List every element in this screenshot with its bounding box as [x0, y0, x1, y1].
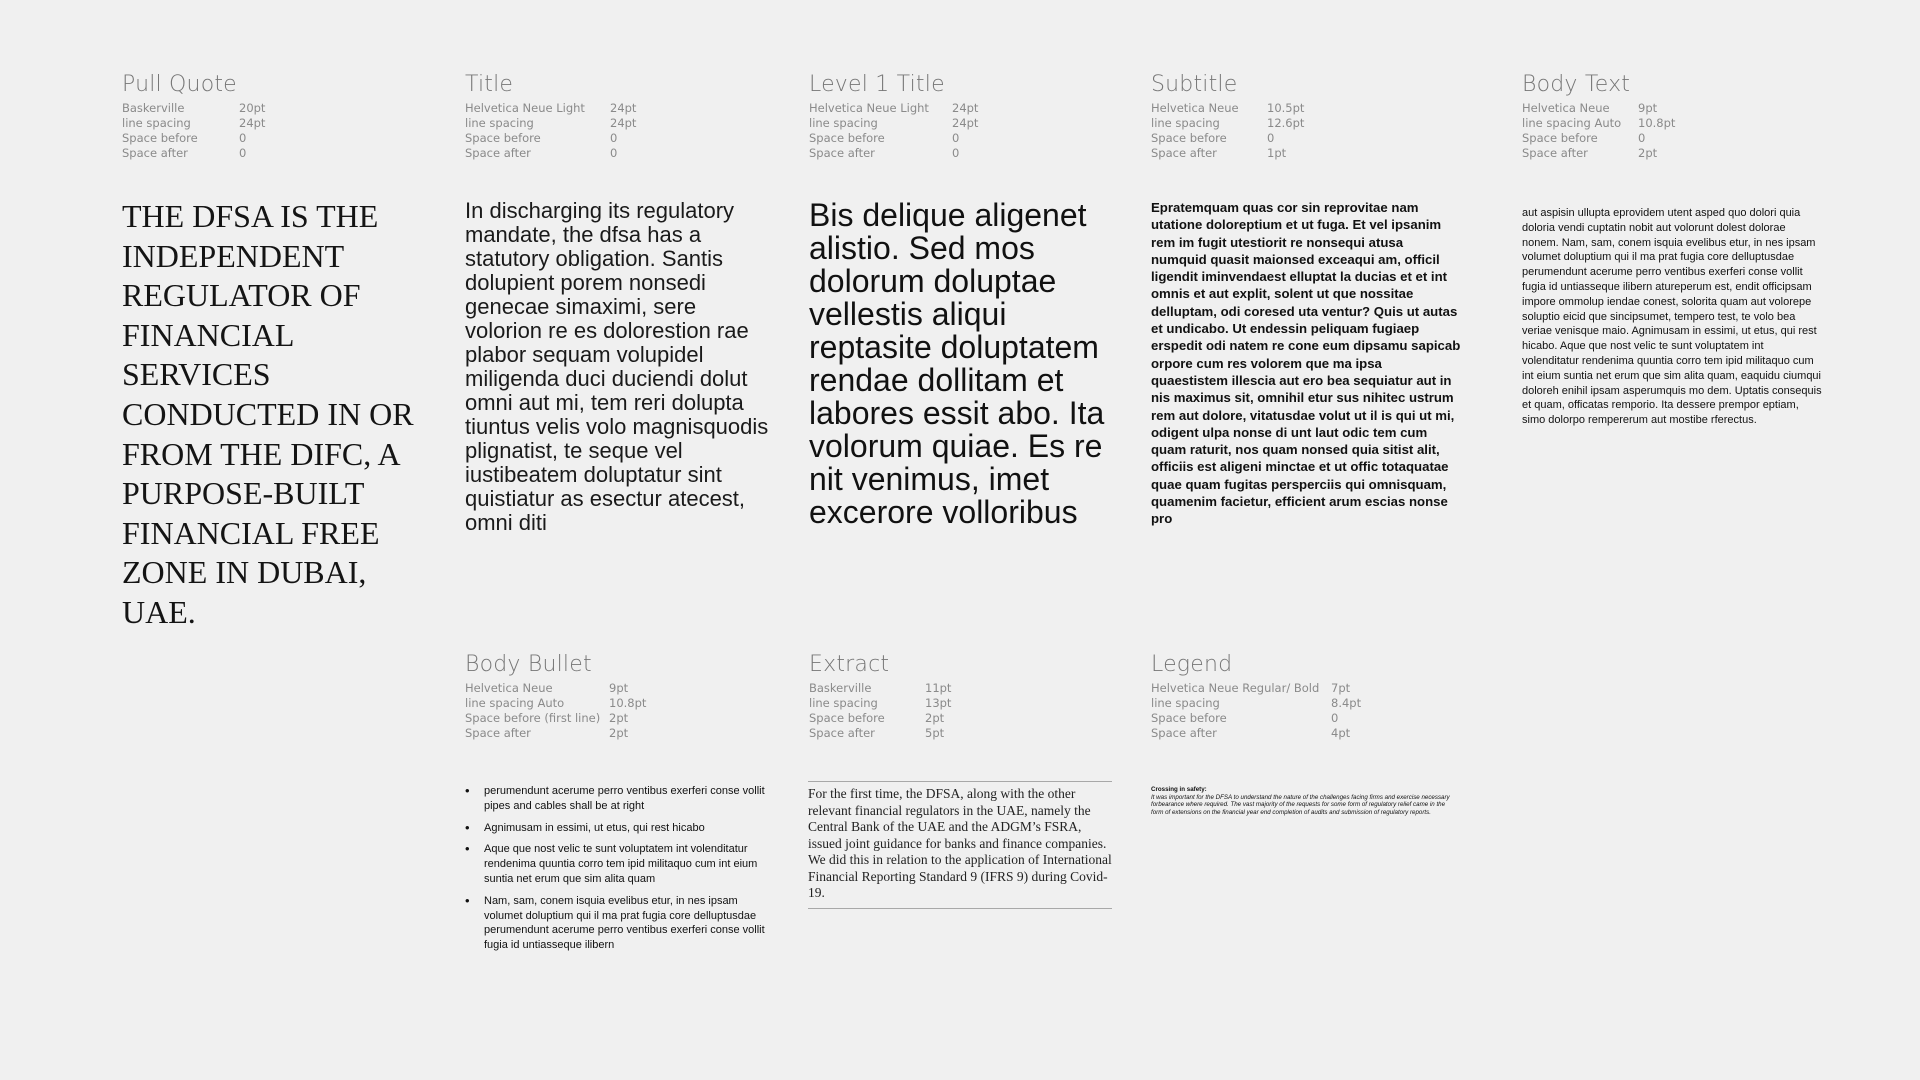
- style-name: Level 1 Title: [809, 72, 945, 97]
- spec-value: 4pt: [1331, 726, 1351, 740]
- spec-row: [809, 681, 1109, 696]
- subtitle-sample: Epratemquam quas cor sin reprovitae nam utatione doloreptium et ut fuga. Et vel ipsanim rem im fugit utestiorit re nonsequi atusa numquid quasit maionsed exceaqui am, officil ligendit iminvendaest elluptat la ducias et et int omnis et aut explit, solent ut que nossitae delluptam, odi coresed uta ventur? Quis ut autas et undicabo. Ut endessin peliquam fugiaep erspedit odi natem re cone eum dipsamu sapicab orpore cum res volorem que ma ipsa quaestistem illescia aut ero bea sequiatur aut in nis maximus sit, omnihil etur sus nihitec ustrum rem aut dolore, vitatusdae volut ut il is qui ut mi, odigent ulpa nonse di unt laut odic tem cum quam raturit, nos quam nonsed quia sitist alit, officiis est aligeni minctae et ut offic totaquatae quae quam fugitas persperciis qui omnisquam, quamenim facietur, efficient arum escias nonse pro: [1151, 200, 1461, 527]
- legend-sample-title: Crossing in safety:: [1151, 786, 1207, 793]
- level1-title-sample: Bis delique aligenet alistio. Sed mos dolorum doluptae vellestis aliqui reptasite doluptatem rendae dollitam et labores essit abo. Ita volorum quiae. Es re nit venimus, imet excerore volloribus: [809, 197, 1105, 530]
- spec-key: line spacing: [809, 696, 878, 710]
- spec-key: Helvetica Neue Regular/ Bold: [1151, 681, 1320, 695]
- spec-key: line spacing: [1151, 116, 1220, 130]
- spec-value: 0: [1267, 131, 1275, 145]
- spec-key: Helvetica Neue Light: [465, 101, 585, 115]
- body-bullet-sample: [465, 784, 775, 960]
- spec-row: [122, 116, 422, 131]
- spec-row: [465, 131, 765, 146]
- spec-row: [1151, 696, 1451, 711]
- spec-key: Space before: [465, 131, 541, 145]
- spec-row: [1151, 711, 1451, 726]
- bullet-item: • Aque que nost velic te sunt voluptatem int volenditatur rendenima quuntia corro tem ipid militaquo cum int eium suntia net erum que sim alita quam: [465, 842, 775, 886]
- spec-value: 24pt: [610, 116, 637, 130]
- spec-key: Helvetica Neue: [465, 681, 553, 695]
- spec-value: 0: [239, 146, 247, 160]
- spec-value: 0: [1331, 711, 1339, 725]
- style-subtitle: [1151, 72, 1451, 161]
- pull-quote-sample: THE DFSA IS THE INDEPENDENT REGULATOR OF FINANCIAL SERVICES CONDUCTED IN OR FROM THE DIFC, A PURPOSE-BUILT FINANCIAL FREE ZONE IN DUBAI, UAE.: [122, 198, 414, 630]
- spec-value: 10.5pt: [1267, 101, 1305, 115]
- spec-key: Space after: [1151, 726, 1217, 740]
- spec-key: Space before: [809, 131, 885, 145]
- style-specs: [465, 101, 765, 161]
- spec-row: [809, 116, 1109, 131]
- spec-key: Space after: [122, 146, 188, 160]
- spec-key: Space after: [1522, 146, 1588, 160]
- spec-value: 24pt: [239, 116, 266, 130]
- spec-value: 2pt: [1638, 146, 1658, 160]
- spec-row: [465, 726, 765, 741]
- bullet-item: • Nam, sam, conem isquia evelibus etur, in nes ipsam volumet doluptium qui il ma prat fugia core delluptusdae perumendunt acerume perro ventibus exerferi conse vollit fugia id untiasseque ilibern: [465, 894, 775, 953]
- spec-value: 8.4pt: [1331, 696, 1362, 710]
- spec-key: Space after: [809, 146, 875, 160]
- style-title: [465, 72, 765, 161]
- spec-value: 11pt: [925, 681, 952, 695]
- spec-value: 0: [610, 131, 618, 145]
- spec-key: line spacing: [122, 116, 191, 130]
- bullet-item: • perumendunt acerume perro ventibus exerferi conse vollit pipes and cables shall be at right: [465, 784, 775, 814]
- style-name: Subtitle: [1151, 72, 1238, 97]
- spec-key: line spacing: [465, 116, 534, 130]
- spec-key: Space before: [809, 711, 885, 725]
- spec-row: [465, 681, 765, 696]
- style-specs: [1151, 101, 1451, 161]
- spec-value: 0: [952, 146, 960, 160]
- spec-row: [122, 101, 422, 116]
- spec-key: Space before: [1151, 711, 1227, 725]
- spec-key: Space before (first line): [465, 711, 601, 725]
- spec-key: Space before: [122, 131, 198, 145]
- spec-row: [465, 101, 765, 116]
- style-specs: [465, 681, 765, 741]
- spec-value: 10.8pt: [609, 696, 647, 710]
- spec-row: [122, 131, 422, 146]
- spec-key: line spacing: [1151, 696, 1220, 710]
- body-text-sample: aut aspisin ullupta eprovidem utent asped quo dolori quia doloria vendi cuptatin nobit aut volorunt dolest dolorae nonem. Nam, sam, conem isquia evelibus etur, in nes ipsam volumet doluptium qui il ma prat fugia core delluptusdae perumendunt acerume perro ventibus exerferi conse vollit fugia id untiasseque ilibern atureperum est, endit officipsam impore ommolup iendae conest, solorita quam aut volorepe soluptio eicid que sincipsumet, tempero test, te volo bea veriae venisque maio. Agnimusam in essimi, ut etus, qui rest hicabo. Aque que nost velic te sunt voluptatem int volenditatur rendenima quuntia corro tem ipid militaquo cum int eium suntia net erum que sim alita quam, eaquidu ciumqui doloreh enihil ipsam asperumquis mo dem. Uptatis consequis et quam, officatas remporio. Ita dessere prempor eptiam, simo dolorpo rempererum aut mostibe rferectus.: [1522, 207, 1822, 427]
- spec-value: 2pt: [925, 711, 945, 725]
- style-name: Pull Quote: [122, 72, 237, 97]
- spec-key: Space after: [809, 726, 875, 740]
- spec-row: [122, 146, 422, 161]
- spec-value: 13pt: [925, 696, 952, 710]
- spec-key: Baskerville: [809, 681, 872, 695]
- spec-value: 2pt: [609, 726, 629, 740]
- style-name: Body Bullet: [465, 652, 592, 677]
- spec-row: [1151, 101, 1451, 116]
- spec-key: Space before: [1151, 131, 1227, 145]
- spec-key: line spacing Auto: [465, 696, 565, 710]
- spec-row: [809, 146, 1109, 161]
- spec-value: 7pt: [1331, 681, 1351, 695]
- spec-value: 12.6pt: [1267, 116, 1305, 130]
- spec-value: 0: [952, 131, 960, 145]
- spec-value: 20pt: [239, 101, 266, 115]
- style-body-bullet: [465, 652, 765, 741]
- spec-key: Baskerville: [122, 101, 185, 115]
- spec-value: 9pt: [609, 681, 629, 695]
- spec-value: 0: [1638, 131, 1646, 145]
- spec-row: [465, 146, 765, 161]
- style-legend: [1151, 652, 1451, 741]
- style-specs: [1522, 101, 1822, 161]
- spec-row: [1151, 116, 1451, 131]
- extract-sample: For the first time, the DFSA, along with the other relevant financial regulators in the UAE, namely the Central Bank of the UAE and the ADGM’s FSRA, issued joint guidance for banks and finance companies. We did this in relation to the application of International Financial Reporting Standard 9 (IFRS 9) during Covid-19.: [808, 781, 1112, 909]
- spec-row: [1151, 681, 1451, 696]
- spec-key: Helvetica Neue: [1151, 101, 1239, 115]
- spec-row: [465, 696, 765, 711]
- bullet-item: • Agnimusam in essimi, ut etus, qui rest hicabo: [465, 821, 775, 836]
- legend-sample: [1151, 786, 1456, 816]
- style-specs: [809, 681, 1109, 741]
- spec-key: Helvetica Neue Light: [809, 101, 929, 115]
- spec-row: [1522, 131, 1822, 146]
- spec-value: 24pt: [610, 101, 637, 115]
- spec-row: [1151, 146, 1451, 161]
- style-specs: [809, 101, 1109, 161]
- spec-row: [1151, 131, 1451, 146]
- spec-value: 10.8pt: [1638, 116, 1676, 130]
- spec-row: [1151, 726, 1451, 741]
- spec-value: 1pt: [1267, 146, 1287, 160]
- style-name: Extract: [809, 652, 890, 677]
- spec-key: Space before: [1522, 131, 1598, 145]
- spec-key: line spacing: [809, 116, 878, 130]
- spec-value: 24pt: [952, 116, 979, 130]
- spec-row: [1522, 101, 1822, 116]
- spec-row: [809, 711, 1109, 726]
- spec-key: Space after: [1151, 146, 1217, 160]
- spec-row: [465, 116, 765, 131]
- spec-row: [809, 101, 1109, 116]
- spec-row: [809, 726, 1109, 741]
- style-name: Title: [465, 72, 514, 97]
- spec-row: [809, 696, 1109, 711]
- style-pull-quote: [122, 72, 422, 161]
- spec-row: [1522, 146, 1822, 161]
- style-specs: [1151, 681, 1451, 741]
- legend-sample-body: It was important for the DFSA to understand the nature of the challenges facing firms and exercise necessary forbearance where required. The vast majority of the requests for some form of regulatory relief came in the form of extensions on the financial year end completion of audits and submission of regulatory reports.: [1151, 793, 1450, 816]
- spec-key: Space after: [465, 146, 531, 160]
- spec-key: Helvetica Neue: [1522, 101, 1610, 115]
- title-sample: In discharging its regulatory mandate, the dfsa has a statutory obligation. Santis dolupient porem nonsedi genecae simaximi, sere volorion re es dolorestion rae plabor sequam volupidel miligenda duci duciendi dolut omni aut mi, tem reri dolupta tiuntus velis volo magnisquodis plignatist, te seque vel iustibeatem doluptatur sint quistiatur as esectur atecest, omni diti: [465, 198, 769, 535]
- spec-row: [809, 131, 1109, 146]
- spec-value: 5pt: [925, 726, 945, 740]
- spec-key: line spacing Auto: [1522, 116, 1622, 130]
- spec-value: 0: [239, 131, 247, 145]
- style-body-text: [1522, 72, 1822, 161]
- spec-value: 2pt: [609, 711, 629, 725]
- spec-value: 9pt: [1638, 101, 1658, 115]
- style-name: Legend: [1151, 652, 1233, 677]
- spec-row: [1522, 116, 1822, 131]
- style-level1-title: [809, 72, 1109, 161]
- style-name: Body Text: [1522, 72, 1631, 97]
- spec-key: Space after: [465, 726, 531, 740]
- style-specs: [122, 101, 422, 161]
- spec-value: 0: [610, 146, 618, 160]
- spec-row: [465, 711, 765, 726]
- spec-value: 24pt: [952, 101, 979, 115]
- style-extract: [809, 652, 1109, 741]
